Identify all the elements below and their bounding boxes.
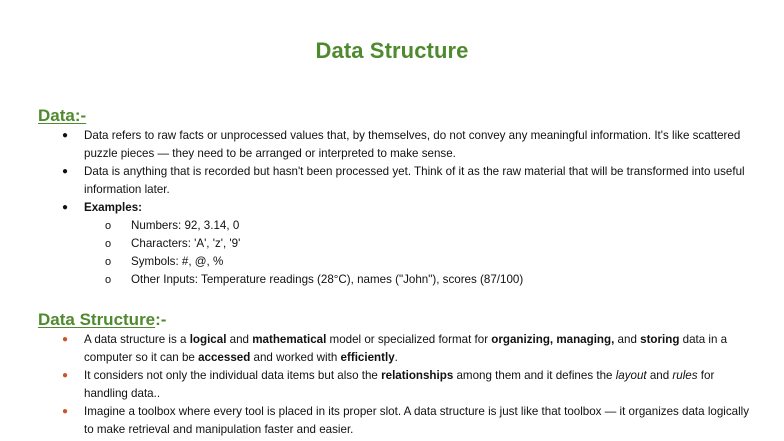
bold-run: logical <box>189 333 227 346</box>
example-item <box>0 253 784 271</box>
list-item-text: Data refers to raw facts or unprocessed values that, by themselves, do not convey any meaningful information. It's like scattered puzzle pieces — they need to be arranged or interpreted to make sense. <box>84 129 741 160</box>
data-structure-bullet-list <box>0 331 784 439</box>
bullet-icon: ● <box>61 406 69 417</box>
list-item <box>0 403 784 439</box>
list-item-examples <box>0 199 784 217</box>
text-run: for handling data.. <box>84 369 715 400</box>
section-heading-data-structure-text: Data Structure <box>38 310 156 329</box>
bold-run: storing <box>640 333 680 346</box>
list-item-text: Data is anything that is recorded but hasn't been processed yet. Think of it as the raw material that will be transformed into useful information later. <box>84 165 745 196</box>
bold-run: mathematical <box>252 333 327 346</box>
bullet-icon: ● <box>61 166 69 177</box>
text-run: and <box>646 369 673 382</box>
list-item <box>0 331 784 367</box>
example-text: Symbols: #, @, % <box>131 255 224 268</box>
section-heading-data <box>38 106 86 126</box>
bold-run: organizing, managing, <box>491 333 615 346</box>
page-title: Data Structure <box>315 38 469 63</box>
list-item <box>0 163 784 199</box>
data-bullet-list <box>0 127 784 289</box>
example-item <box>0 271 784 289</box>
text-run: A data structure is a <box>84 333 190 346</box>
example-text: Other Inputs: Temperature readings (28°C), names ("John"), scores (87/100) <box>131 273 524 286</box>
bullet-icon: ● <box>61 334 69 345</box>
examples-label: Examples: <box>84 201 142 214</box>
hollow-bullet-icon: o <box>105 274 112 286</box>
section-heading-data-text: Data:- <box>38 106 87 125</box>
hollow-bullet-icon: o <box>105 238 112 250</box>
section-heading-data-structure <box>38 310 166 330</box>
list-item <box>0 367 784 403</box>
text-run: among them and it defines the <box>453 369 616 382</box>
list-item-text: Imagine a toolbox where every tool is placed in its proper slot. A data structure is just like that toolbox — it organizes data logically to make retrieval and manipulation faster and easier. <box>84 405 750 436</box>
bold-run: accessed <box>198 351 251 364</box>
text-run: and <box>226 333 253 346</box>
bold-run: efficiently <box>340 351 395 364</box>
text-run: . <box>394 351 398 364</box>
list-item <box>0 127 784 163</box>
italic-run: layout <box>615 369 647 382</box>
example-text: Numbers: 92, 3.14, 0 <box>131 219 240 232</box>
text-run: model or specialized format for <box>326 333 492 346</box>
text-run: and worked with <box>250 351 341 364</box>
section-heading-suffix: :- <box>155 310 167 329</box>
bullet-icon: ● <box>61 370 69 381</box>
hollow-bullet-icon: o <box>105 220 112 232</box>
bullet-icon: ● <box>61 202 69 213</box>
text-run: and <box>614 333 641 346</box>
example-item <box>0 217 784 235</box>
hollow-bullet-icon: o <box>105 256 112 268</box>
text-run: data in a computer so it can be <box>84 333 728 364</box>
example-item <box>0 235 784 253</box>
italic-run: rules <box>672 369 698 382</box>
example-text: Characters: 'A', 'z', '9' <box>131 237 241 250</box>
bold-run: relationships <box>381 369 454 382</box>
text-run: It considers not only the individual data items but also the <box>84 369 382 382</box>
bullet-icon: ● <box>61 130 69 141</box>
